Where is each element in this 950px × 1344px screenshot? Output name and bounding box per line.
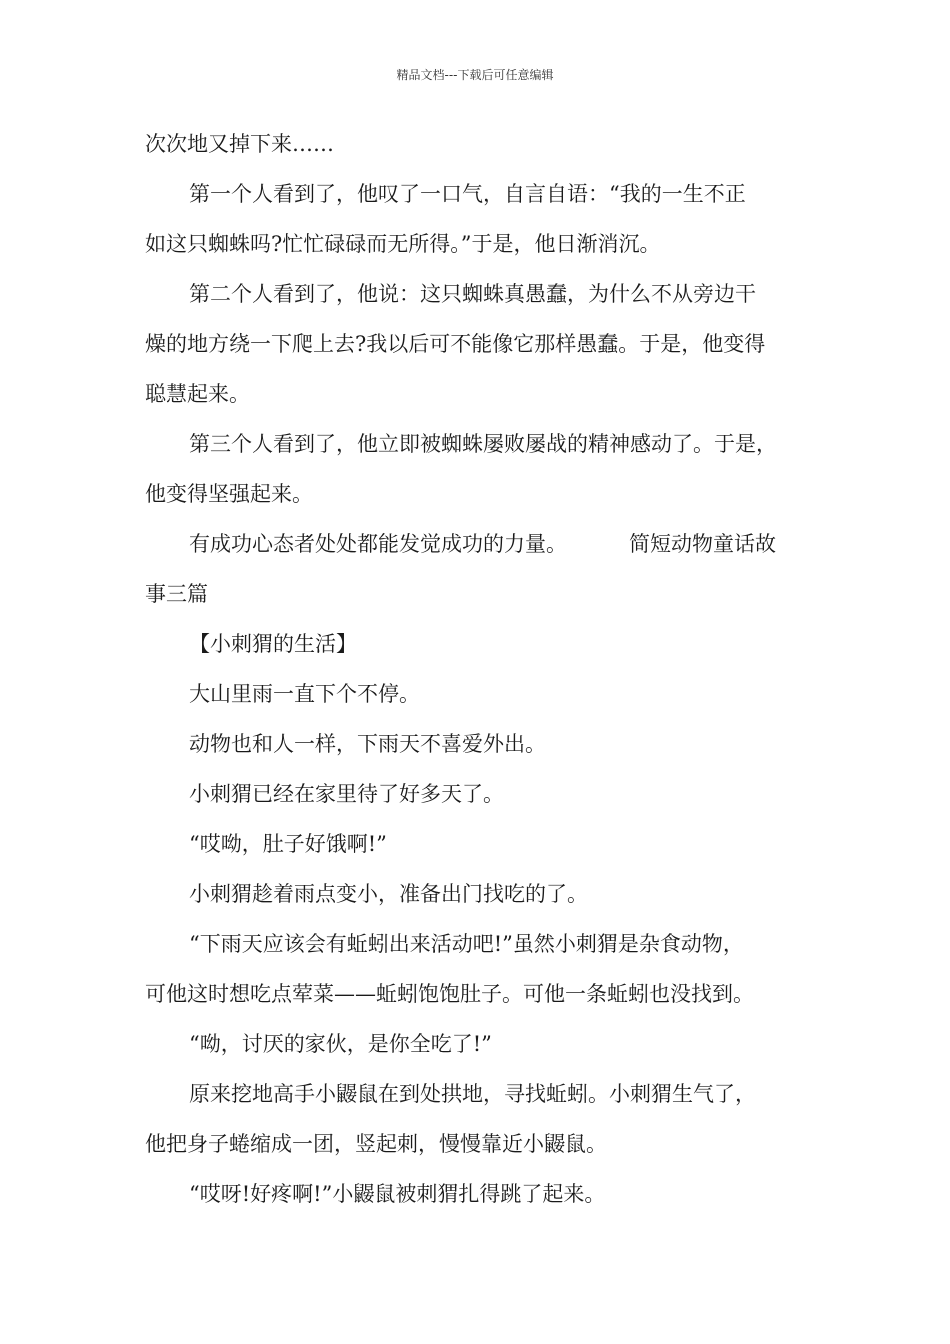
page-header: 精品文档---下载后可任意编辑 [396,68,554,82]
text-line: 燥的地方绕一下爬上去?我以后可不能像它那样愚蠢。于是，他变得 [145,332,766,356]
text-line: “呦，讨厌的家伙，是你全吃了!” [189,1032,492,1056]
closing-sentence: 有成功心态者处处都能发觉成功的力量。 [189,532,567,556]
text-line: 大山里雨一直下个不停。 [189,682,420,706]
text-line [145,526,825,576]
text-line: 小刺猬已经在家里待了好多天了。 [189,782,504,806]
text-line: 他把身子蜷缩成一团，竖起刺，慢慢靠近小鼹鼠。 [145,1132,607,1156]
text-line: 第二个人看到了，他说：这只蜘蛛真愚蠢，为什么不从旁边干 [189,282,756,306]
text-line: 原来挖地高手小鼹鼠在到处拱地，寻找蚯蚓。小刺猬生气了， [189,1082,756,1106]
text-line: 动物也和人一样，下雨天不喜爱外出。 [189,732,546,756]
text-line: 聪慧起来。 [145,382,250,406]
text-line: “哎呀!好疼啊!”小鼹鼠被刺猬扎得跳了起来。 [189,1182,606,1206]
text-line: 如这只蜘蛛吗?忙忙碌碌而无所得。”于是，他日渐消沉。 [145,232,661,256]
text-line: “下雨天应该会有蚯蚓出来活动吧!”虽然小刺猬是杂食动物， [189,932,744,956]
text-line: 他变得坚强起来。 [145,482,313,506]
text-line: 可他这时想吃点荤菜——蚯蚓饱饱肚子。可他一条蚯蚓也没找到。 [145,982,754,1006]
document-body [145,126,825,1226]
section-title-continued: 事三篇 [145,582,208,606]
text-line: 次次地又掉下来…… [145,132,334,156]
text-line: “哎呦，肚子好饿啊!” [189,832,387,856]
text-line: 第一个人看到了，他叹了一口气，自言自语：“我的一生不正 [189,182,746,206]
section-title: 简短动物童话故 [629,532,776,556]
story-heading: 【小刺猬的生活】 [189,632,357,656]
text-line: 小刺猬趁着雨点变小，准备出门找吃的了。 [189,882,588,906]
text-line: 第三个人看到了，他立即被蜘蛛屡败屡战的精神感动了。于是， [189,432,777,456]
